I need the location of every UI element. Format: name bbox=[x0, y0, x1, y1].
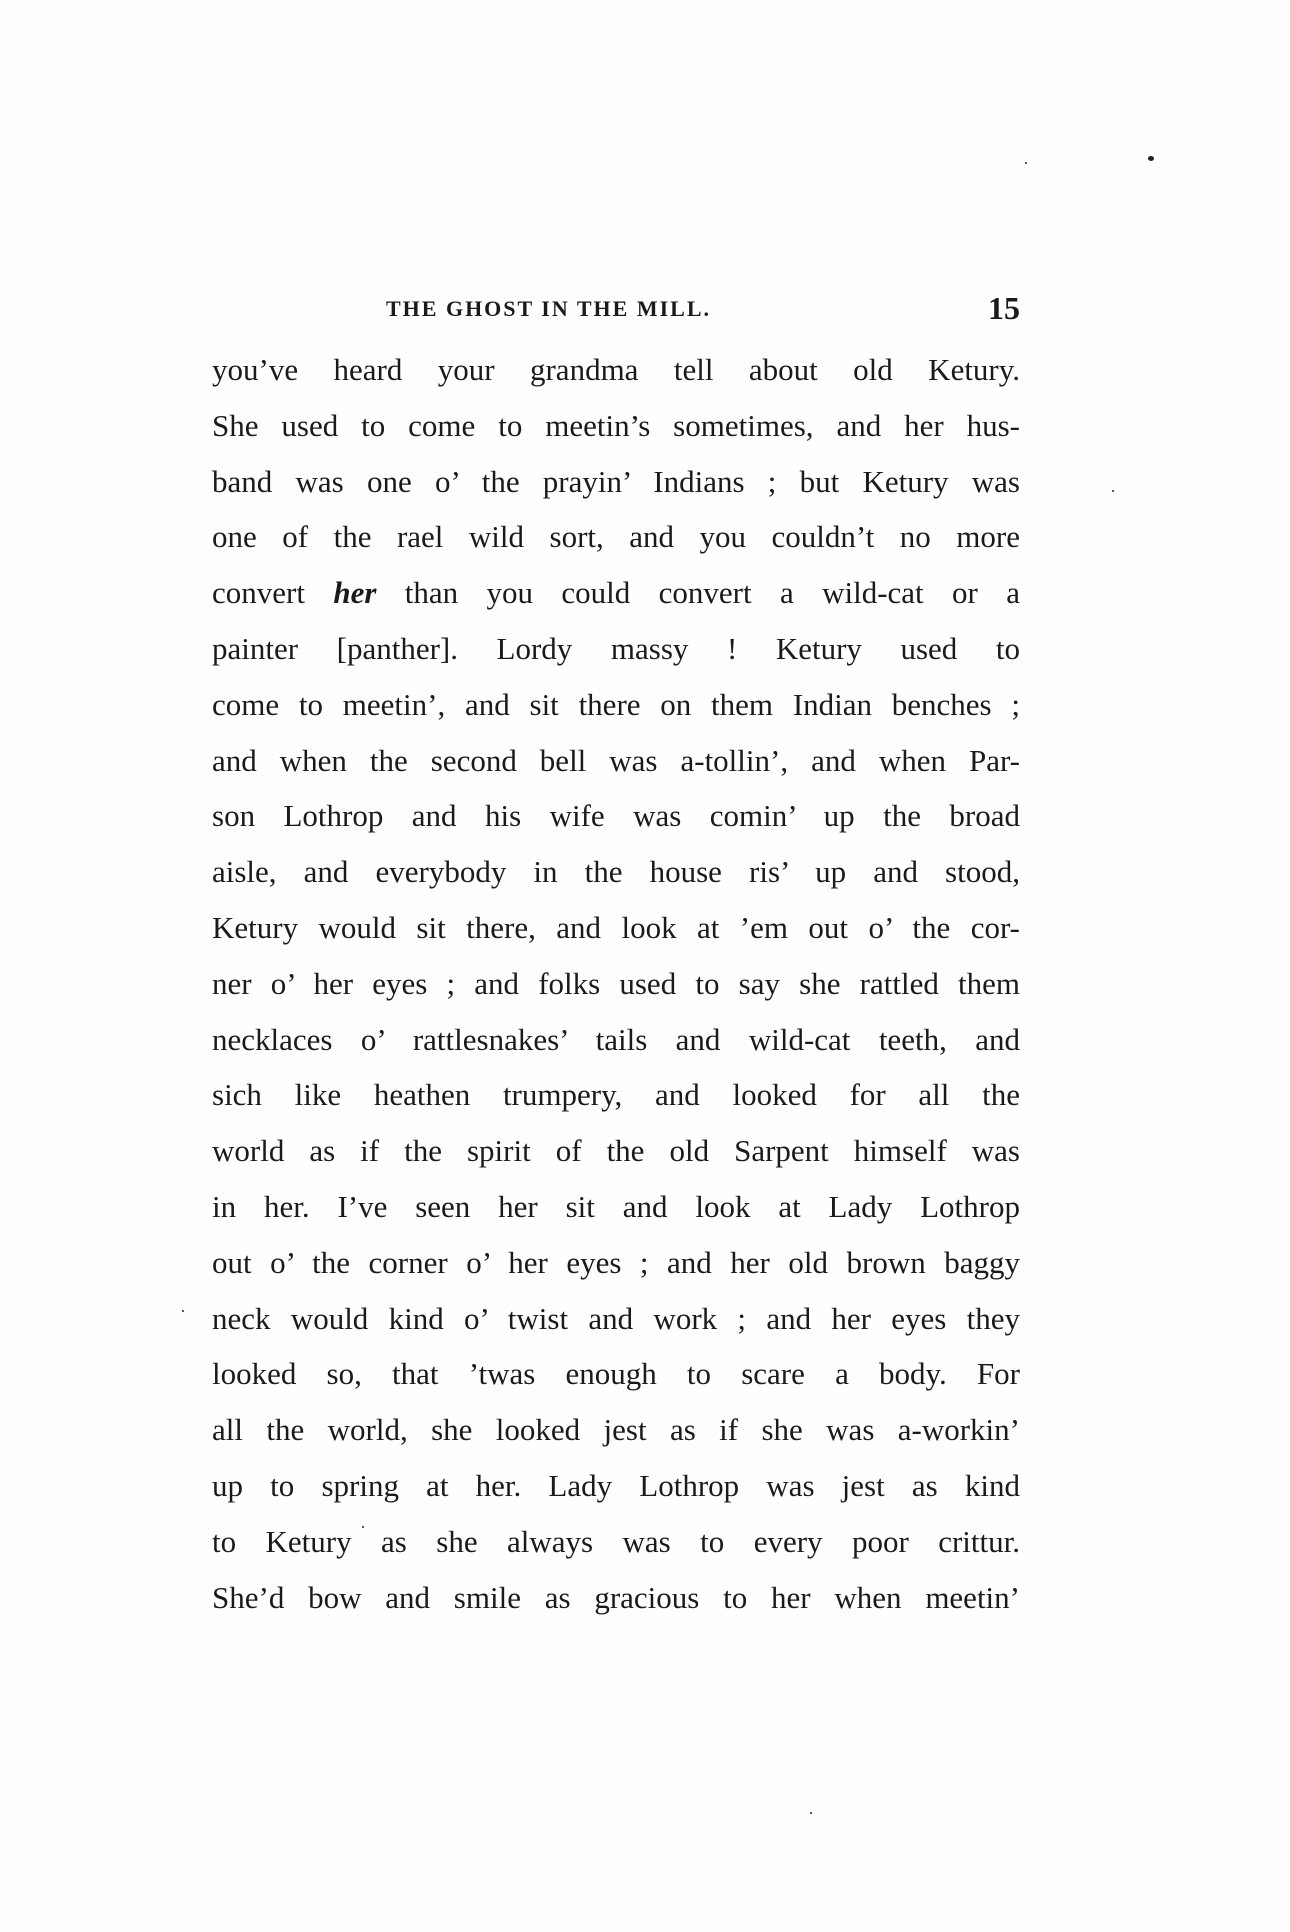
ink-speck bbox=[182, 1310, 184, 1312]
ink-speck bbox=[1112, 490, 1114, 492]
text-line: son Lothrop and his wife was comin’ up the broad bbox=[212, 798, 1020, 834]
italic-emphasis: her bbox=[333, 575, 377, 611]
text-line: band was one o’ the prayin’ Indians ; but Ketury was bbox=[212, 463, 1020, 499]
text-line: neck would kind o’ twist and work ; and her eyes they bbox=[212, 1300, 1020, 1336]
text-line: She’d bow and smile as gracious to her when meetin’ bbox=[212, 1579, 1020, 1615]
text-line: looked so, that ’twas enough to scare a body. For bbox=[212, 1356, 1020, 1392]
text-line: convert her than you could convert a wild-cat or a bbox=[212, 575, 1020, 611]
text-line: world as if the spirit of the old Sarpent himself was bbox=[212, 1133, 1020, 1169]
running-title: THE GHOST IN THE MILL. bbox=[386, 296, 711, 321]
running-head bbox=[212, 290, 1020, 336]
text-line: come to meetin’, and sit there on them Indian benches ; bbox=[212, 686, 1020, 722]
text-line: up to spring at her. Lady Lothrop was jest as kind bbox=[212, 1467, 1020, 1503]
ink-speck bbox=[1025, 162, 1027, 164]
ink-speck bbox=[810, 1812, 812, 1814]
page-number: 15 bbox=[988, 290, 1020, 326]
text-line: aisle, and everybody in the house ris’ up and stood, bbox=[212, 854, 1020, 890]
text-line: painter [panther]. Lordy massy ! Ketury used to bbox=[212, 630, 1020, 666]
text-line: you’ve heard your grandma tell about old Ketury. bbox=[212, 352, 1020, 387]
text-line: and when the second bell was a-tollin’, and when Par- bbox=[212, 742, 1020, 778]
text-line: sich like heathen trumpery, and looked for all the bbox=[212, 1077, 1020, 1113]
text-line: Ketury would sit there, and look at ’em out o’ the cor- bbox=[212, 909, 1020, 945]
text-line: ner o’ her eyes ; and folks used to say she rattled them bbox=[212, 965, 1020, 1001]
text-line: She used to come to meetin’s sometimes, and her hus- bbox=[212, 407, 1020, 443]
text-line: out o’ the corner o’ her eyes ; and her old brown baggy bbox=[212, 1244, 1020, 1280]
text-line: all the world, she looked jest as if she was a-workin’ bbox=[212, 1412, 1020, 1448]
body-text bbox=[212, 342, 1020, 1625]
ink-speck bbox=[1148, 156, 1154, 161]
text-line: in her. I’ve seen her sit and look at Lady Lothrop bbox=[212, 1188, 1020, 1224]
text-line: to Ketury as she always was to every poor crittur. bbox=[212, 1523, 1020, 1559]
text-line: one of the rael wild sort, and you couldn’t no more bbox=[212, 519, 1020, 555]
text-line: necklaces o’ rattlesnakes’ tails and wild-cat teeth, and bbox=[212, 1021, 1020, 1057]
